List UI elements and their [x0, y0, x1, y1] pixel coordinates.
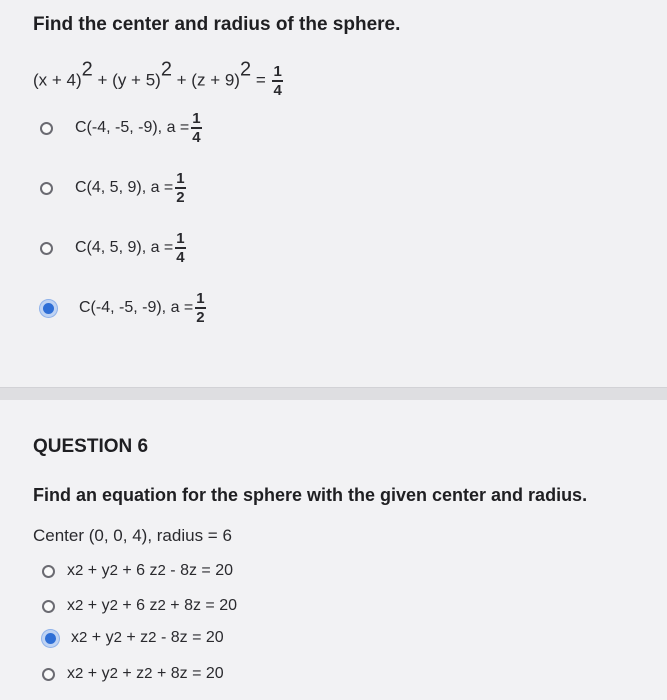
q6-option-3[interactable]: [42, 624, 224, 652]
radio-button-unselected-icon[interactable]: [42, 668, 55, 681]
equation-fraction: $\frac{1}{4}$: [273, 63, 282, 99]
radio-button-unselected-icon[interactable]: [42, 600, 55, 613]
option-label: x 2 + y 2 + z 2 + 8z = 20: [67, 665, 224, 682]
question-6-prompt: Find an equation for the sphere with the given center and radius.: [33, 485, 588, 505]
option-label: x 2 + y 2 + 6 z 2 - 8z = 20: [67, 562, 233, 579]
q6-option-1[interactable]: [42, 557, 233, 585]
q5-option-3[interactable]: C(4, 5, 9), a = $\frac{1}{4}$: [40, 228, 186, 268]
radio-button-unselected-icon[interactable]: [42, 565, 55, 578]
radio-button-selected-icon[interactable]: [40, 300, 57, 317]
question-5-title: Find the center and radius of the sphere.: [33, 14, 401, 35]
option-label: C(4, 5, 9), a =: [75, 239, 174, 256]
option-label: C(-4, -5, -9), a =: [79, 299, 194, 316]
q6-option-4[interactable]: [42, 660, 224, 688]
q5-option-1[interactable]: C(-4, -5, -9), a = $\frac{1}{4}$: [40, 108, 202, 148]
question-6-given: Center (0, 0, 4), radius = 6: [33, 526, 232, 545]
option-label: C(-4, -5, -9), a =: [75, 119, 190, 136]
radio-button-unselected-icon[interactable]: [40, 182, 53, 195]
option-label: x 2 + y 2 + 6 z 2 + 8z = 20: [67, 597, 238, 614]
q5-option-4[interactable]: C(-4, -5, -9), a = $\frac{1}{2}$: [40, 288, 206, 328]
radio-button-unselected-icon[interactable]: [40, 122, 53, 135]
sphere-equation: $(x + 4)^2 + (y + 5)^2 + (z + 9)^2$ = $\frac{1}{4}$: [33, 58, 282, 99]
radio-button-selected-icon[interactable]: [42, 630, 59, 647]
q6-option-2[interactable]: [42, 592, 237, 620]
question-6-label: QUESTION 6: [33, 436, 149, 457]
radio-button-unselected-icon[interactable]: [40, 242, 53, 255]
option-label: x 2 + y 2 + z 2 - 8z = 20: [71, 629, 224, 646]
option-label: C(4, 5, 9), a =: [75, 179, 174, 196]
q5-option-2[interactable]: C(4, 5, 9), a = $\frac{1}{2}$: [40, 168, 186, 208]
